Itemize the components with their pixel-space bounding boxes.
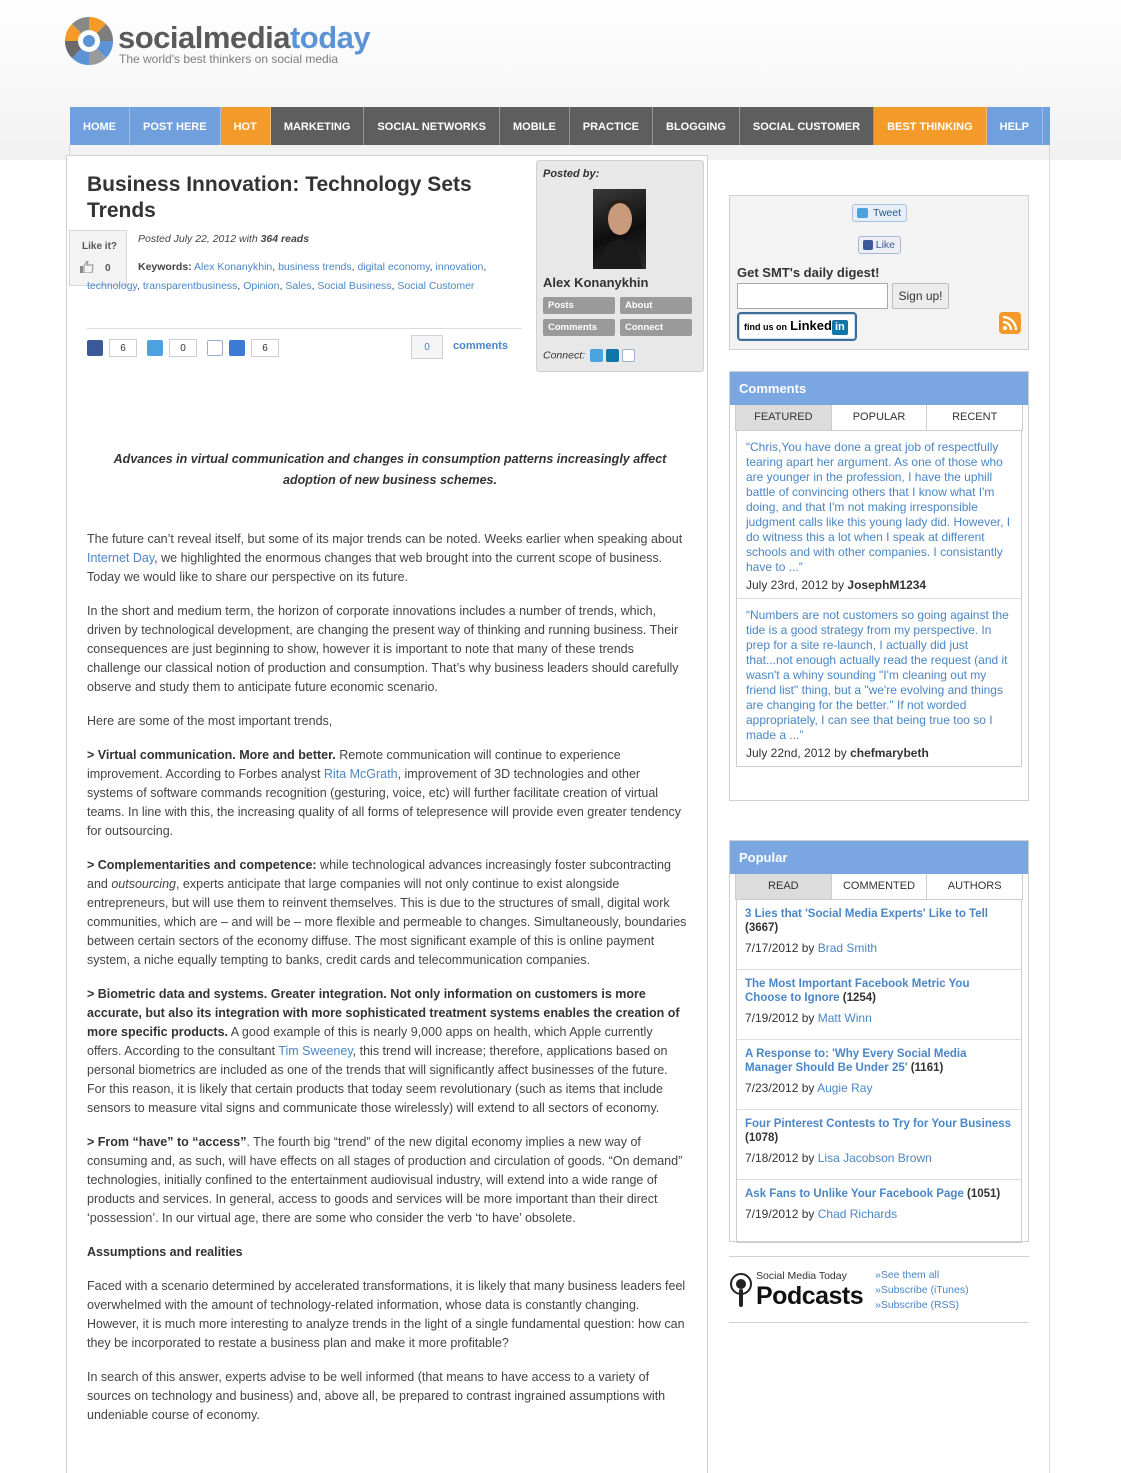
popular-post-meta: 7/23/2012 by Augie Ray bbox=[745, 1081, 873, 1095]
divider bbox=[87, 328, 522, 329]
read-count: (1078) bbox=[745, 1132, 779, 1144]
popular-post-meta: 7/18/2012 by Lisa Jacobson Brown bbox=[745, 1151, 932, 1165]
keywords-label: Keywords: bbox=[138, 261, 192, 273]
podcast-microphone-icon bbox=[730, 1273, 752, 1307]
main-nav bbox=[70, 107, 1050, 145]
facebook-share-count: 6 bbox=[109, 339, 137, 357]
tim-sweeney-link[interactable]: Tim Sweeney bbox=[278, 1044, 353, 1058]
popular-post-meta: 7/19/2012 by Chad Richards bbox=[745, 1207, 898, 1221]
rita-mcgrath-link[interactable]: Rita McGrath bbox=[323, 767, 398, 781]
comment-meta: July 23rd, 2012 by JosephM1234 bbox=[746, 578, 927, 592]
divider bbox=[729, 1256, 1029, 1257]
nav-item-blogging[interactable]: BLOGGING bbox=[653, 107, 740, 145]
popular-post-author[interactable]: Lisa Jacobson Brown bbox=[817, 1151, 932, 1165]
subscribe-itunes-link[interactable]: »Subscribe (iTunes) bbox=[875, 1284, 969, 1296]
popular-post-title[interactable]: The Most Important Facebook Metric You Choose to Ignore (1254) bbox=[745, 978, 970, 1004]
list-item bbox=[737, 431, 1021, 599]
popular-post-meta: 7/17/2012 by Brad Smith bbox=[745, 941, 878, 955]
comment-user[interactable]: JosephM1234 bbox=[847, 578, 927, 592]
read-count: (1161) bbox=[910, 1062, 944, 1074]
keyword-link[interactable]: digital economy bbox=[357, 261, 430, 273]
nav-item-help[interactable]: HELP bbox=[987, 107, 1043, 145]
tweet-button[interactable]: Tweet bbox=[852, 204, 907, 222]
podcast-links bbox=[875, 1268, 969, 1313]
keyword-link[interactable]: Alex Konanykhin bbox=[194, 261, 273, 273]
nav-item-marketing[interactable]: MARKETING bbox=[271, 107, 365, 145]
logo-wordmark[interactable] bbox=[118, 20, 370, 56]
nav-item-social-customer[interactable]: SOCIAL CUSTOMER bbox=[740, 107, 874, 145]
read-count: (1051) bbox=[966, 1188, 1001, 1200]
tab-recent[interactable]: RECENT bbox=[927, 405, 1022, 430]
comments-tabs bbox=[735, 405, 1023, 431]
keyword-link[interactable]: Social Business bbox=[317, 280, 392, 292]
popular-post-author[interactable]: Brad Smith bbox=[817, 941, 878, 955]
like-count: 0 bbox=[105, 263, 111, 274]
divider bbox=[729, 1322, 1029, 1323]
paragraph: The future can’t reveal itself, but some of its major trends can be noted. Weeks earlier when speaking about Internet Day, we highlighted the enormous changes that web brought into the current scope of business. Today we would like to share our perspective on its future. bbox=[87, 532, 683, 584]
comments-widget bbox=[729, 371, 1029, 801]
article-lede: Advances in virtual communication and changes in consumption patterns increasingly affect adoption of new business schemes. bbox=[113, 452, 667, 487]
popular-list bbox=[736, 900, 1022, 1243]
list-item bbox=[737, 970, 1021, 1040]
author-posts-button[interactable]: Posts bbox=[543, 297, 615, 314]
paragraph: > Complementarities and competence: while technological advances increasingly foster subcontracting and outsourcing, experts anticipate that large companies will not only continue to exist alongside entrepreneurs, but will use them to reinvent themselves. This is due to the structures of small, digital work communities, which are – and will be – more flexible and permeable to changes. Simultaneously, boundaries between certain sectors of the economy diffuse. The most significant example of this is online payment system, a niche equally tempting to banks, credit cards and telecommunication companies. bbox=[87, 858, 687, 967]
linkedin-button[interactable]: find us on Linked in bbox=[737, 312, 857, 341]
paragraph: > From “have” to “access”. The fourth big “trend” of the new digital economy implies a new way of consuming and, as such, will have effects on all stages of production and circulation of goods. “On demand” technologies, initially confined to the entertainment audiovisual industry, will extend into a wide range of products and services. In general, access to goods and services will be more important than their direct ‘possession’. In our virtual age, there are some who consider the verb ‘to have’ obsolete. bbox=[87, 1135, 683, 1225]
list-item bbox=[737, 1180, 1021, 1242]
article-title: Business Innovation: Technology Sets Trends bbox=[87, 173, 472, 222]
popular-post-title[interactable]: 3 Lies that 'Social Media Experts' Like to Tell (3667) bbox=[745, 908, 988, 934]
section-heading: Assumptions and realities bbox=[87, 1245, 243, 1259]
digest-title: Get SMT's daily digest! bbox=[737, 265, 880, 280]
tab-commented[interactable]: COMMENTED bbox=[832, 874, 928, 899]
read-count: (1254) bbox=[842, 992, 877, 1004]
twitter-share-icon[interactable] bbox=[147, 340, 163, 356]
read-count: (3667) bbox=[745, 922, 779, 934]
list-item bbox=[737, 599, 1021, 766]
share-bar bbox=[87, 338, 289, 358]
comments-widget-title: Comments bbox=[730, 372, 1028, 405]
comments-list bbox=[736, 431, 1022, 767]
site-tagline: The world's best thinkers on social media bbox=[119, 52, 339, 66]
keyword-link[interactable]: business trends bbox=[278, 261, 352, 273]
popular-widget-title: Popular bbox=[730, 841, 1028, 874]
connect-row bbox=[543, 349, 635, 362]
nav-item-practice[interactable]: PRACTICE bbox=[570, 107, 653, 145]
paragraph: Faced with a scenario determined by accelerated transformations, it is likely that many business leaders feel overwhelmed with the amount of technology-related information, whose data is constantly changing. However, it is much more interesting to analyze trends in the light of a single fundamental question: how can they be incorporated to restate a business plan and make it more profitable? bbox=[87, 1279, 686, 1350]
logo-wheel-icon[interactable] bbox=[64, 16, 114, 66]
posted-date: Posted July 22, 2012 with bbox=[138, 233, 261, 245]
keyword-link[interactable]: Social Customer bbox=[397, 280, 475, 292]
posted-by-label: Posted by: bbox=[543, 168, 600, 180]
subscribe-rss-link[interactable]: »Subscribe (RSS) bbox=[875, 1299, 960, 1311]
keywords bbox=[87, 258, 512, 296]
nav-item-home[interactable]: HOME bbox=[70, 107, 130, 145]
paragraph: Here are some of the most important trends, bbox=[87, 714, 333, 728]
plus-share-count: 6 bbox=[251, 339, 279, 357]
see-them-all-link[interactable]: »See them all bbox=[875, 1269, 940, 1281]
list-item bbox=[737, 1040, 1021, 1110]
logo-text-part2: today bbox=[289, 20, 371, 55]
popular-post-title[interactable]: Four Pinterest Contests to Try for Your Business (1078) bbox=[745, 1118, 1012, 1144]
popular-post-title[interactable]: Ask Fans to Unlike Your Facebook Page (1051) bbox=[745, 1188, 1001, 1200]
tab-read[interactable]: READ bbox=[736, 874, 832, 899]
comment-meta: July 22nd, 2012 by chefmarybeth bbox=[746, 746, 929, 760]
nav-item-best-thinking[interactable]: BEST THINKING bbox=[874, 107, 987, 145]
web-icon[interactable] bbox=[622, 349, 635, 362]
tab-featured[interactable]: FEATURED bbox=[736, 405, 832, 430]
facebook-like-button[interactable]: Like bbox=[858, 236, 901, 254]
comment-excerpt[interactable]: “Chris,You have done a great job of respectfully tearing apart her argument. As one of those who are younger in the profession, I have the uphill battle of convincing others that I know what I'm doing, and that I'm not making irresponsible judgment calls like this young lady did. However, I do witness this a lot when I speak at different schools and with other companies. I consistantly have to ...” bbox=[746, 440, 1011, 574]
author-photo-icon bbox=[593, 189, 646, 269]
list-item bbox=[737, 1110, 1021, 1180]
keyword-link[interactable]: technology bbox=[87, 280, 138, 292]
list-item bbox=[737, 900, 1021, 970]
comments-link[interactable]: comments bbox=[453, 340, 509, 352]
author-name[interactable]: Alex Konanykhin bbox=[543, 275, 649, 290]
logo-text-part1: socialmedia bbox=[118, 20, 290, 55]
twitter-icon[interactable] bbox=[590, 349, 603, 362]
comment-user[interactable]: chefmarybeth bbox=[850, 746, 929, 760]
paragraph: > Biometric data and systems. Greater integration. Not only information on customers is more accurate, but also its integration with more sophisticated treatment systems enables the creation of more specific products. A good example of this is nearly 9,000 apps on health, which Apple currently offers. According to the consultant Tim Sweeney, this trend will increase; therefore, applications based on personal biometrics are included as one of the trends that will significantly affect businesses of the future. For this reason, it is likely that certain products that today seem revolutionary (such as items that include sensors to measure vital signs and communicate those wirelessly) will extend to all sectors of economy. bbox=[87, 987, 680, 1115]
comment-count-bubble[interactable]: 0 bbox=[411, 335, 443, 359]
posted-line bbox=[138, 233, 309, 245]
like-it-label: Like it? bbox=[82, 241, 118, 252]
popular-post-title[interactable]: A Response to: 'Why Every Social Media Manager Should Be Under 25' (1161) bbox=[745, 1048, 967, 1074]
digest-email-input[interactable] bbox=[737, 283, 888, 309]
nav-item-hot[interactable]: HOT bbox=[221, 107, 271, 145]
article-body bbox=[87, 530, 687, 1440]
signup-button[interactable]: Sign up! bbox=[892, 283, 949, 309]
keyword-link[interactable]: Sales bbox=[285, 280, 312, 292]
rss-icon[interactable] bbox=[999, 312, 1021, 334]
read-count: 364 reads bbox=[260, 233, 310, 245]
podcast-subtitle: Social Media Today bbox=[756, 1270, 847, 1282]
author-connect-button[interactable]: Connect bbox=[620, 319, 692, 336]
linkedin-icon[interactable] bbox=[606, 349, 619, 362]
email-share-icon[interactable] bbox=[207, 340, 223, 356]
tab-popular[interactable]: POPULAR bbox=[832, 405, 928, 430]
popular-post-author[interactable]: Matt Winn bbox=[817, 1011, 872, 1025]
paragraph: > Virtual communication. More and better. Remote communication will continue to experience improvement. According to Forbes analyst Rita McGrath, improvement of 3D technologies and other systems of software commands recognition (gesturing, voice, etc) will further facilitate creation of virtual teams. In line with this, the increasing quality of all forms of telepresence will provide even greater tendency for outsourcing. bbox=[87, 748, 682, 838]
nav-item-post-here[interactable]: POST HERE bbox=[130, 107, 221, 145]
author-about-button[interactable]: About bbox=[620, 297, 692, 314]
tab-authors[interactable]: AUTHORS bbox=[927, 874, 1022, 899]
twitter-bird-icon bbox=[857, 208, 868, 218]
author-avatar[interactable] bbox=[593, 189, 646, 269]
keyword-link[interactable]: Opinion bbox=[243, 280, 280, 292]
facebook-icon bbox=[863, 240, 873, 250]
nav-item-mobile[interactable]: MOBILE bbox=[500, 107, 570, 145]
add-share-icon[interactable] bbox=[229, 340, 245, 356]
connect-label: Connect: bbox=[543, 349, 586, 362]
popular-post-author[interactable]: Chad Richards bbox=[817, 1207, 898, 1221]
internet-day-link[interactable]: Internet Day bbox=[87, 551, 155, 565]
twitter-share-count: 0 bbox=[169, 339, 197, 357]
paragraph: In search of this answer, experts advise to be well informed (that means to have access to a variety of sources on technology and business) and, above all, be prepared to contrast ingrained assumptions with undeniable course of economy. bbox=[87, 1370, 666, 1422]
paragraph: In the short and medium term, the horizon of corporate innovations includes a number of trends, which, driven by technological development, are changing the present way of thinking and running business. Their consequences are just beginning to show, however it is important to note that many of these trends challenge our classical notion of production and consumption. That’s why business leaders should carefully observe and study them to anticipate future economic scenario. bbox=[87, 604, 679, 694]
keyword-link[interactable]: transparentbusiness bbox=[142, 280, 238, 292]
popular-tabs bbox=[735, 874, 1023, 900]
popular-post-author[interactable]: Augie Ray bbox=[817, 1081, 873, 1095]
podcast-title[interactable]: Podcasts bbox=[756, 1282, 864, 1310]
facebook-share-icon[interactable] bbox=[87, 340, 103, 356]
nav-item-social-networks[interactable]: SOCIAL NETWORKS bbox=[364, 107, 500, 145]
keyword-link[interactable]: innovation bbox=[435, 261, 484, 273]
popular-widget bbox=[729, 840, 1029, 1242]
keyword-list: Alex Konanykhin, business trends, digital economy, innovation, technology, transparentbusiness, Opinion, Sales, Social Business, Social Customer bbox=[87, 261, 487, 292]
comment-excerpt[interactable]: “Numbers are not customers so going against the tide is a good strategy from my perspective. In prep for a site re-launch, I actually did just that...not enough actually read the request (and it wasn't a whiny sounding "I'm cleaning out my friend list" thing, but a "we're evolving and things are changing for the better." If not worded appropriately, I can see that being true too so I made a ...” bbox=[746, 608, 1009, 742]
popular-post-meta: 7/19/2012 by Matt Winn bbox=[745, 1011, 872, 1025]
author-comments-button[interactable]: Comments bbox=[543, 319, 615, 336]
